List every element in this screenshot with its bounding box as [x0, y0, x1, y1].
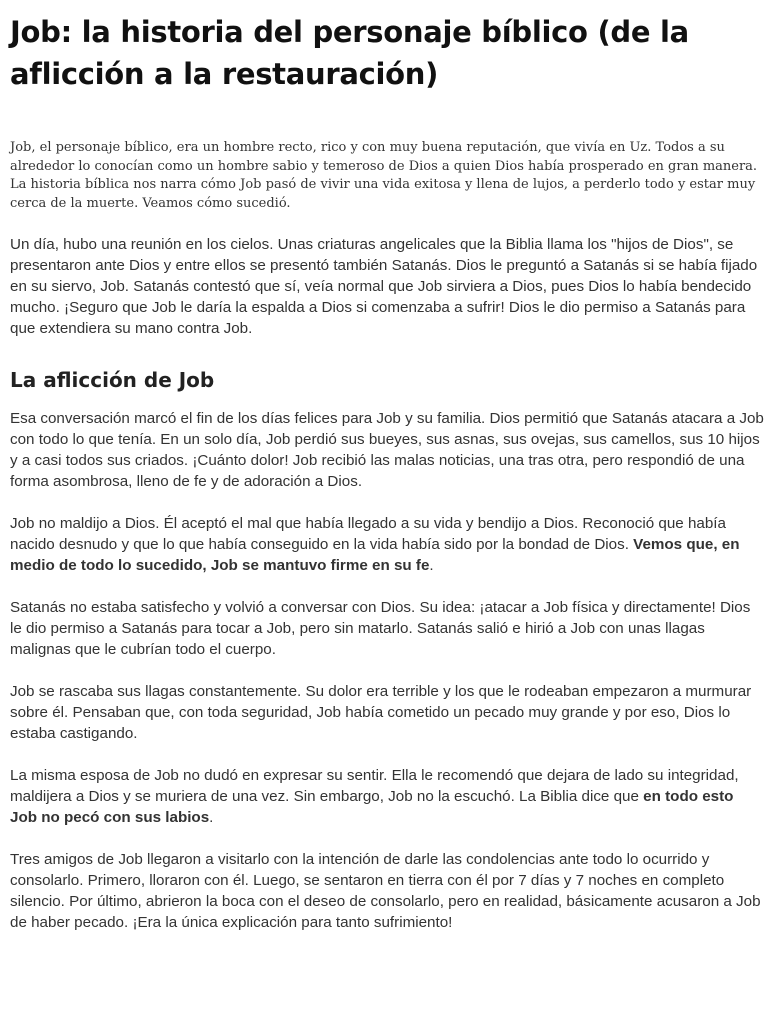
article-title: Job: la historia del personaje bíblico (de la aflicción a la restauración) — [10, 15, 689, 91]
section-heading-afliccion: La aflicción de Job — [10, 368, 215, 392]
paragraph-job-no-maldijo — [10, 513, 764, 576]
article-intro: Job, el personaje bíblico, era un hombre recto, rico y con muy buena reputación, que vivía en Uz. Todos a su alrededor lo conocían como un hombre sabio y temeroso de Dios a quien Dios había prosperado en gran manera. La historia bíblica nos narra cómo Job pasó de vivir una vida exitosa y llena de lujos, a perderlo todo y estar muy cerca de la muerte. Veamos cómo sucedió. — [10, 140, 758, 211]
paragraph-fin-dias-felices: Esa conversación marcó el fin de los días felices para Job y su familia. Dios permitió que Satanás atacara a Job con todo lo que tenía. En un solo día, Job perdió sus bueyes, sus asnas, sus ovejas, sus camellos, sus 10 hijos y a casi todos sus criados. ¡Cuánto dolor! Job recibió las malas noticias, una tras otra, pero respondió de una forma asombrosa, lleno de fe y de adoración a Dios. — [10, 410, 764, 490]
paragraph-esposa-de-job — [10, 765, 764, 828]
article — [10, 0, 764, 933]
paragraph-tres-amigos: Tres amigos de Job llegaron a visitarlo con la intención de darle las condolencias ante todo lo ocurrido y consolarlo. Primero, lloraron con él. Luego, se sentaron en tierra con él por 7 días y 7 noches en completo silencio. Por último, abrieron la boca con el deseo de consolarlo, pero en realidad, básicamente acusaron a Job de haber pecado. ¡Era la única explicación para tanto sufrimiento! — [10, 851, 761, 931]
emphasis-no-peco: en todo esto Job no pecó con sus labios — [10, 788, 734, 826]
paragraph-text: La misma esposa de Job no dudó en expresar su sentir. Ella le recomendó que dejara de lado su integridad, maldijera a Dios y se muriera de una vez. Sin embargo, Job no la escuchó. La Biblia dice que — [10, 767, 739, 805]
paragraph-satanas-no-satisfecho: Satanás no estaba satisfecho y volvió a conversar con Dios. Su idea: ¡atacar a Job física y directamente! Dios le dio permiso a Satanás para tocar a Job, pero sin matarlo. Satanás salió e hirió a Job con unas llagas malignas que le cubrían todo el cuerpo. — [10, 599, 751, 658]
paragraph-end: . — [429, 557, 434, 574]
paragraph-llagas: Job se rascaba sus llagas constantemente. Su dolor era terrible y los que le rodeaban empezaron a murmurar sobre él. Pensaban que, con toda seguridad, Job había cometido un pecado muy grande y por eso, Dios lo estaba castigando. — [10, 683, 752, 742]
paragraph-end: . — [209, 809, 214, 826]
emphasis-firme-en-su-fe: Vemos que, en medio de todo lo sucedido, Job se mantuvo firme en su fe — [10, 536, 740, 574]
paragraph-text: Job no maldijo a Dios. Él aceptó el mal que había llegado a su vida y bendijo a Dios. Reconoció que había nacido desnudo y que lo que había conseguido en la vida había sido por la bondad de Dios. — [10, 515, 726, 553]
paragraph-reunion-cielos: Un día, hubo una reunión en los cielos. Unas criaturas angelicales que la Biblia llama los "hijos de Dios", se presentaron ante Dios y entre ellos se presentó también Satanás. Dios le preguntó a Satanás si se había fijado en su siervo, Job. Satanás contestó que sí, veía normal que Job sirviera a Dios, pues Dios lo había bendecido mucho. ¡Seguro que Job le daría la espalda a Dios si comenzaba a sufrir! Dios le dio permiso a Satanás para que extendiera su mano contra Job. — [10, 236, 758, 337]
